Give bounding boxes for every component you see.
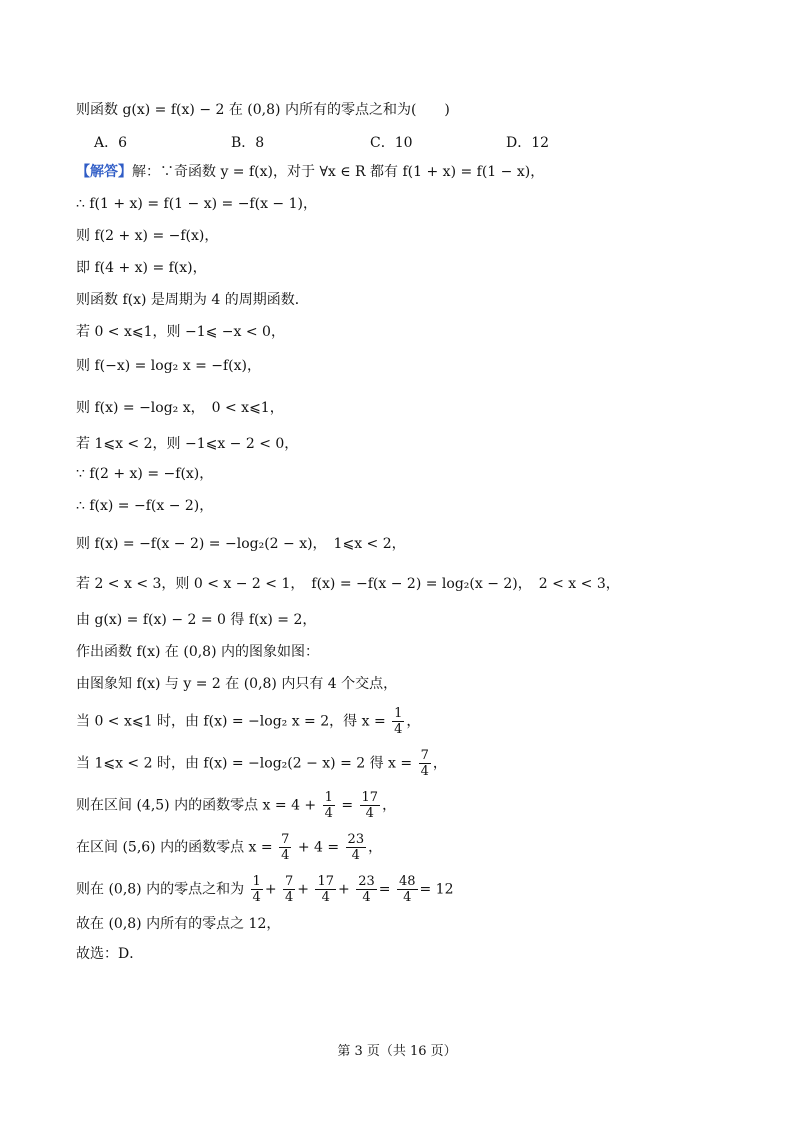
denominator: 4 [321,890,330,905]
fraction [315,874,336,905]
operator: + [264,881,277,898]
operator: = 12 [419,881,454,898]
text: = [341,797,354,814]
denominator: 4 [285,890,294,905]
page-footer: 第 3 页（共 16 页） [337,1044,457,1059]
option-a[interactable] [94,133,127,153]
solution-step: ∴ f(x) = −f(x − 2)， [76,498,214,514]
solution-label: 【解答】 [76,164,132,180]
text: ， [382,797,397,814]
interval-45-line [76,790,396,821]
denominator: 4 [365,806,374,821]
denominator: 4 [394,722,403,737]
operator: + [338,881,350,898]
sum-line [76,874,454,905]
answer: 故选：D． [76,946,144,962]
numerator: 1 [394,706,403,721]
denominator: 4 [403,890,412,905]
fraction [323,790,335,821]
fraction [346,832,367,863]
denominator: 4 [281,848,290,863]
fraction [251,874,263,905]
fraction [279,832,291,863]
text: 在区间 (5,6) 内的函数零点 x = [76,839,273,856]
solution-step: ∴ f(1 + x) = f(1 − x) = −f(x − 1)， [76,196,317,212]
text: ， [368,839,383,856]
operator: + [297,881,310,898]
operator: = [378,881,391,898]
text: 则在区间 (4,5) 内的函数零点 x = 4 + [76,797,317,814]
numerator: 1 [324,790,333,805]
solution-step: 则 f(−x) = log₂ x = −f(x)， [76,358,262,374]
solution-step: 若 2 < x < 3，则 0 < x − 2 < 1， f(x) = −f(x − 2) = log₂(x − 2)， 2 < x < 3， [76,576,620,592]
text: 当 1⩽x < 2 时，由 f(x) = −log₂(2 − x) = 2 得 x = [76,755,413,772]
solution-step: 若 0 < x⩽1，则 −1⩽ −x < 0， [76,324,285,340]
interval-56-line [76,832,382,863]
numerator: 7 [420,748,429,763]
option-letter: B． [231,135,256,151]
option-value: 6 [118,135,128,151]
numerator: 23 [347,832,365,847]
fraction [392,706,404,737]
conclusion: 故在 (0,8) 内所有的零点之 12， [76,916,281,932]
numerator: 7 [285,874,294,889]
denominator: 4 [362,890,371,905]
text: + 4 = [297,839,340,856]
numerator: 48 [398,874,416,889]
text: 当 0 < x⩽1 时，由 f(x) = −log₂ x = 2，得 x = [76,713,386,730]
solution-step: 由 g(x) = f(x) − 2 = 0 得 f(x) = 2， [76,612,317,628]
option-c[interactable] [370,133,413,153]
solution-step: 则 f(2 + x) = −f(x)， [76,228,219,244]
denominator: 4 [324,806,333,821]
text: 则在 (0,8) 内的零点之和为 [76,881,245,898]
numerator: 17 [361,790,379,805]
solution-step: 若 1⩽x < 2，则 −1⩽x − 2 < 0， [76,436,299,452]
solution-step: 则 f(x) = −f(x − 2) = −log₂(2 − x)， 1⩽x < 2， [76,536,406,552]
denominator: 4 [420,764,429,779]
numerator: 23 [358,874,375,889]
fraction [356,874,377,905]
fraction [419,748,431,779]
option-value: 8 [255,135,265,151]
option-letter: C． [370,135,395,151]
solution-step: ∵ f(2 + x) = −f(x)， [76,466,214,482]
fraction-line [76,706,420,737]
fraction-line [76,748,447,779]
option-value: 10 [394,135,413,151]
text: ， [432,755,447,772]
denominator: 4 [351,848,360,863]
numerator: 1 [252,874,261,889]
text: ， [406,713,421,730]
option-b[interactable] [231,133,264,153]
option-letter: D． [506,135,532,151]
solution-step: 作出函数 f(x) 在 (0,8) 内的图象如图： [76,644,319,660]
question-stem: 则函数 g(x) = f(x) − 2 在 (0,8) 内所有的零点之和为( ) [76,102,450,118]
solution-step: 由图象知 f(x) 与 y = 2 在 (0,8) 内只有 4 个交点， [76,676,398,692]
solution-intro-text: 解：∵奇函数 y = f(x)，对于 ∀x ∈ R 都有 f(1 + x) = f(1 − x)， [132,164,545,180]
solution-step: 则 f(x) = −log₂ x， 0 < x⩽1， [76,400,284,416]
fraction [360,790,381,821]
fraction [397,874,418,905]
numerator: 7 [281,832,290,847]
option-letter: A． [94,135,119,151]
option-value: 12 [531,135,550,151]
numerator: 17 [317,874,335,889]
option-d[interactable] [506,133,549,153]
solution-intro [76,162,544,182]
solution-step: 则函数 f(x) 是周期为 4 的周期函数． [76,292,309,308]
solution-step: 即 f(4 + x) = f(x)， [76,260,207,276]
fraction [283,874,295,905]
denominator: 4 [252,890,261,905]
